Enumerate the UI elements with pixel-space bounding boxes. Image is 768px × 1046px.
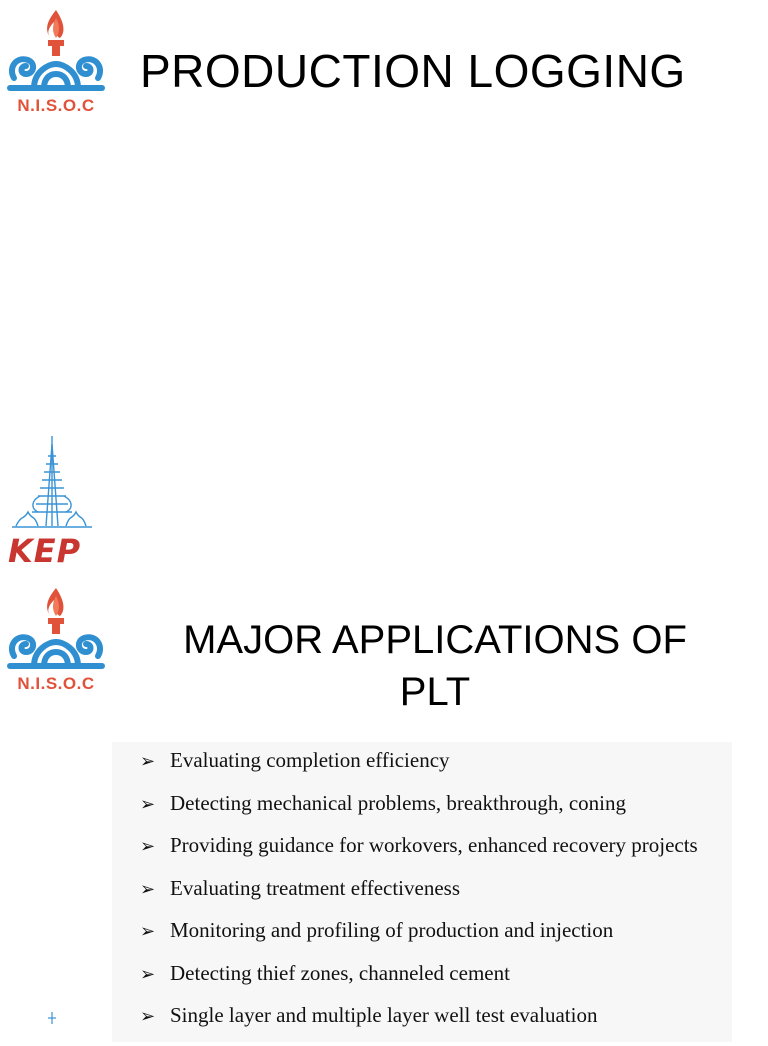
nisoc-logo-text: N.I.S.O.C [17, 96, 95, 115]
nisoc-logo-2 [4, 586, 108, 698]
list-item-text: Detecting thief zones, channeled cement [170, 960, 510, 985]
kep-logo-text: KEP [8, 532, 82, 570]
list-item-text: Monitoring and profiling of production and injection [170, 918, 614, 942]
list-item [140, 1003, 740, 1046]
section-title [150, 614, 720, 718]
list-item [140, 876, 740, 919]
arrow-bullet-icon: ➢ [140, 793, 156, 814]
nisoc-emblem-icon [4, 8, 108, 98]
list-item-text: Providing guidance for workovers, enhanced recovery projects [170, 833, 698, 857]
list-item-text: Evaluating completion efficiency [170, 748, 450, 772]
list-item [140, 961, 740, 1004]
kep-logo [2, 434, 102, 574]
list-item-text: Single layer and multiple layer well test evaluation [170, 1003, 598, 1027]
kep-derrick-icon [2, 434, 102, 532]
list-item-text: Detecting mechanical problems, breakthrough, coning [170, 790, 627, 815]
list-item [140, 791, 740, 834]
nisoc-logo [4, 8, 108, 120]
arrow-bullet-icon: ➢ [140, 963, 156, 984]
section-title-line-2: PLT [399, 670, 471, 714]
applications-list [140, 748, 740, 1046]
page-title: PRODUCTION LOGGING [140, 45, 686, 97]
arrow-bullet-icon: ➢ [140, 836, 156, 856]
nisoc-emblem-icon [4, 586, 108, 676]
list-item [140, 748, 740, 791]
section-title-line-1: MAJOR APPLICATIONS OF [183, 618, 687, 662]
arrow-bullet-icon: ➢ [140, 921, 156, 941]
nisoc-logo-text: N.I.S.O.C [17, 674, 95, 693]
arrow-bullet-icon: ➢ [140, 878, 156, 899]
arrow-bullet-icon: ➢ [140, 751, 156, 771]
list-item-text: Evaluating treatment effectiveness [170, 875, 460, 900]
kep-derrick-partial-icon [40, 1012, 64, 1024]
list-item [140, 833, 740, 876]
list-item [140, 918, 740, 961]
arrow-bullet-icon: ➢ [140, 1006, 156, 1026]
